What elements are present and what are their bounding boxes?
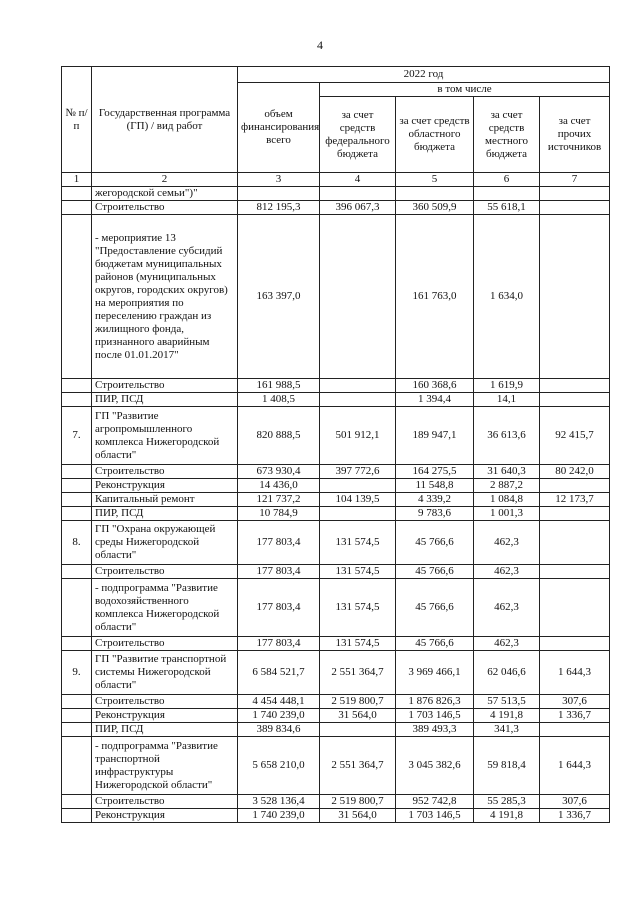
row-regional bbox=[396, 187, 474, 201]
row-number bbox=[62, 379, 92, 393]
row-other bbox=[540, 565, 610, 579]
row-total: 5 658 210,0 bbox=[238, 737, 320, 795]
row-number bbox=[62, 695, 92, 709]
table-row bbox=[62, 479, 610, 493]
row-other bbox=[540, 507, 610, 521]
row-other: 307,6 bbox=[540, 795, 610, 809]
table-row bbox=[62, 737, 610, 795]
row-local: 462,3 bbox=[474, 565, 540, 579]
row-federal: 396 067,3 bbox=[320, 201, 396, 215]
row-number bbox=[62, 737, 92, 795]
row-federal bbox=[320, 723, 396, 737]
row-local: 1 001,3 bbox=[474, 507, 540, 521]
row-name: Строительство bbox=[92, 637, 238, 651]
table-row bbox=[62, 201, 610, 215]
row-total: 1 740 239,0 bbox=[238, 809, 320, 823]
row-name: ГП "Развитие транспортной системы Нижегородской области" bbox=[92, 651, 238, 695]
row-number bbox=[62, 795, 92, 809]
row-regional: 1 703 146,5 bbox=[396, 809, 474, 823]
row-name: - подпрограмма "Развитие водохозяйственного комплекса Нижегородской области" bbox=[92, 579, 238, 637]
row-number bbox=[62, 809, 92, 823]
row-number bbox=[62, 187, 92, 201]
header-local: за счет средств местного бюджета bbox=[474, 97, 540, 173]
row-other bbox=[540, 579, 610, 637]
table-row bbox=[62, 379, 610, 393]
row-total: 177 803,4 bbox=[238, 521, 320, 565]
row-other bbox=[540, 479, 610, 493]
row-federal bbox=[320, 507, 396, 521]
row-regional: 45 766,6 bbox=[396, 565, 474, 579]
header-colnum: 2 bbox=[92, 173, 238, 187]
row-local: 14,1 bbox=[474, 393, 540, 407]
row-local: 55 618,1 bbox=[474, 201, 540, 215]
row-federal: 397 772,6 bbox=[320, 465, 396, 479]
row-local: 4 191,8 bbox=[474, 709, 540, 723]
table-row bbox=[62, 795, 610, 809]
header-colnum: 7 bbox=[540, 173, 610, 187]
row-total: 163 397,0 bbox=[238, 215, 320, 379]
row-federal bbox=[320, 393, 396, 407]
budget-table bbox=[61, 66, 610, 823]
row-total: 14 436,0 bbox=[238, 479, 320, 493]
row-local: 462,3 bbox=[474, 637, 540, 651]
row-name: Строительство bbox=[92, 379, 238, 393]
table-row bbox=[62, 187, 610, 201]
header-colnum: 1 bbox=[62, 173, 92, 187]
header-including: в том числе bbox=[320, 83, 610, 97]
row-federal bbox=[320, 379, 396, 393]
table-row bbox=[62, 215, 610, 379]
row-total: 177 803,4 bbox=[238, 637, 320, 651]
row-number: 8. bbox=[62, 521, 92, 565]
row-name: Строительство bbox=[92, 201, 238, 215]
row-regional: 9 783,6 bbox=[396, 507, 474, 521]
row-name: - подпрограмма "Развитие транспортной инфраструктуры Нижегородской области" bbox=[92, 737, 238, 795]
header-colnum: 3 bbox=[238, 173, 320, 187]
row-total: 177 803,4 bbox=[238, 579, 320, 637]
row-federal: 104 139,5 bbox=[320, 493, 396, 507]
header-year: 2022 год bbox=[238, 67, 610, 83]
row-other: 1 336,7 bbox=[540, 709, 610, 723]
row-local: 36 613,6 bbox=[474, 407, 540, 465]
row-total: 10 784,9 bbox=[238, 507, 320, 521]
row-other: 12 173,7 bbox=[540, 493, 610, 507]
row-local: 462,3 bbox=[474, 579, 540, 637]
row-total: 177 803,4 bbox=[238, 565, 320, 579]
row-federal: 2 519 800,7 bbox=[320, 695, 396, 709]
table-row bbox=[62, 393, 610, 407]
row-name: жегородской семьи")" bbox=[92, 187, 238, 201]
row-regional: 11 548,8 bbox=[396, 479, 474, 493]
row-name: ПИР, ПСД bbox=[92, 723, 238, 737]
row-name: ГП "Охрана окружающей среды Нижегородской области" bbox=[92, 521, 238, 565]
row-name: Строительство bbox=[92, 565, 238, 579]
row-other: 1 336,7 bbox=[540, 809, 610, 823]
row-other bbox=[540, 215, 610, 379]
row-name: Строительство bbox=[92, 695, 238, 709]
row-other: 1 644,3 bbox=[540, 651, 610, 695]
page-number: 4 bbox=[317, 38, 323, 52]
row-federal: 131 574,5 bbox=[320, 565, 396, 579]
row-federal: 31 564,0 bbox=[320, 809, 396, 823]
row-total: 3 528 136,4 bbox=[238, 795, 320, 809]
row-regional: 1 703 146,5 bbox=[396, 709, 474, 723]
row-total: 121 737,2 bbox=[238, 493, 320, 507]
row-name: Строительство bbox=[92, 465, 238, 479]
row-other bbox=[540, 723, 610, 737]
row-federal bbox=[320, 479, 396, 493]
row-other: 80 242,0 bbox=[540, 465, 610, 479]
row-regional: 160 368,6 bbox=[396, 379, 474, 393]
row-name: - мероприятие 13 "Предоставление субсидий бюджетам муниципальных районов (муниципальных округов, городских округов) на мероприятия по переселению граждан из жилищного фонда, признанного аварийным после 01.01.2017" bbox=[92, 215, 238, 379]
row-number bbox=[62, 565, 92, 579]
row-federal: 2 551 364,7 bbox=[320, 737, 396, 795]
table-row bbox=[62, 521, 610, 565]
table-row bbox=[62, 565, 610, 579]
row-total: 6 584 521,7 bbox=[238, 651, 320, 695]
table-row bbox=[62, 695, 610, 709]
row-number: 9. bbox=[62, 651, 92, 695]
row-other: 92 415,7 bbox=[540, 407, 610, 465]
header-total: объем финансирования всего bbox=[238, 83, 320, 173]
row-number bbox=[62, 493, 92, 507]
row-local: 1 619,9 bbox=[474, 379, 540, 393]
row-local: 57 513,5 bbox=[474, 695, 540, 709]
row-regional: 45 766,6 bbox=[396, 637, 474, 651]
row-total: 4 454 448,1 bbox=[238, 695, 320, 709]
row-number: 7. bbox=[62, 407, 92, 465]
row-number bbox=[62, 215, 92, 379]
row-regional: 3 969 466,1 bbox=[396, 651, 474, 695]
row-other: 1 644,3 bbox=[540, 737, 610, 795]
table-row bbox=[62, 637, 610, 651]
row-federal: 2 519 800,7 bbox=[320, 795, 396, 809]
row-name: Реконструкция bbox=[92, 479, 238, 493]
row-number bbox=[62, 393, 92, 407]
row-local: 62 046,6 bbox=[474, 651, 540, 695]
row-total: 820 888,5 bbox=[238, 407, 320, 465]
table-row bbox=[62, 579, 610, 637]
row-total bbox=[238, 187, 320, 201]
row-regional: 45 766,6 bbox=[396, 579, 474, 637]
table-row bbox=[62, 507, 610, 521]
row-local: 31 640,3 bbox=[474, 465, 540, 479]
row-name: Строительство bbox=[92, 795, 238, 809]
header-federal: за счет средств федерального бюджета bbox=[320, 97, 396, 173]
row-regional: 45 766,6 bbox=[396, 521, 474, 565]
row-regional: 1 876 826,3 bbox=[396, 695, 474, 709]
row-regional: 189 947,1 bbox=[396, 407, 474, 465]
row-federal: 501 912,1 bbox=[320, 407, 396, 465]
row-number bbox=[62, 507, 92, 521]
row-number bbox=[62, 201, 92, 215]
row-number bbox=[62, 479, 92, 493]
table-row bbox=[62, 723, 610, 737]
row-number bbox=[62, 723, 92, 737]
row-local: 55 285,3 bbox=[474, 795, 540, 809]
row-local: 4 191,8 bbox=[474, 809, 540, 823]
header-regional: за счет средств областного бюджета bbox=[396, 97, 474, 173]
row-regional: 3 045 382,6 bbox=[396, 737, 474, 795]
row-regional: 389 493,3 bbox=[396, 723, 474, 737]
row-federal bbox=[320, 187, 396, 201]
row-regional: 1 394,4 bbox=[396, 393, 474, 407]
row-total: 1 740 239,0 bbox=[238, 709, 320, 723]
row-regional: 360 509,9 bbox=[396, 201, 474, 215]
header-colnum: 4 bbox=[320, 173, 396, 187]
row-federal: 131 574,5 bbox=[320, 637, 396, 651]
table-row bbox=[62, 809, 610, 823]
table-row bbox=[62, 465, 610, 479]
row-total: 161 988,5 bbox=[238, 379, 320, 393]
table-row bbox=[62, 709, 610, 723]
row-name: Реконструкция bbox=[92, 809, 238, 823]
row-other bbox=[540, 187, 610, 201]
row-total: 673 930,4 bbox=[238, 465, 320, 479]
row-total: 389 834,6 bbox=[238, 723, 320, 737]
row-other: 307,6 bbox=[540, 695, 610, 709]
row-federal: 131 574,5 bbox=[320, 521, 396, 565]
header-colnum: 5 bbox=[396, 173, 474, 187]
row-number bbox=[62, 465, 92, 479]
row-name: ПИР, ПСД bbox=[92, 507, 238, 521]
row-other bbox=[540, 379, 610, 393]
row-other bbox=[540, 201, 610, 215]
header-other: за счет прочих источников bbox=[540, 97, 610, 173]
row-name: ПИР, ПСД bbox=[92, 393, 238, 407]
row-total: 1 408,5 bbox=[238, 393, 320, 407]
row-number bbox=[62, 637, 92, 651]
header-no: № п/п bbox=[62, 67, 92, 173]
row-federal: 2 551 364,7 bbox=[320, 651, 396, 695]
table-row bbox=[62, 407, 610, 465]
row-local: 462,3 bbox=[474, 521, 540, 565]
row-regional: 952 742,8 bbox=[396, 795, 474, 809]
header-program: Государственная программа (ГП) / вид работ bbox=[92, 67, 238, 173]
row-local: 2 887,2 bbox=[474, 479, 540, 493]
row-regional: 4 339,2 bbox=[396, 493, 474, 507]
row-federal: 131 574,5 bbox=[320, 579, 396, 637]
row-other bbox=[540, 637, 610, 651]
row-total: 812 195,3 bbox=[238, 201, 320, 215]
row-number bbox=[62, 709, 92, 723]
row-local bbox=[474, 187, 540, 201]
row-other bbox=[540, 393, 610, 407]
row-local: 1 634,0 bbox=[474, 215, 540, 379]
row-name: ГП "Развитие агропромышленного комплекса Нижегородской области" bbox=[92, 407, 238, 465]
row-regional: 164 275,5 bbox=[396, 465, 474, 479]
table-body bbox=[62, 187, 610, 823]
row-other bbox=[540, 521, 610, 565]
row-name: Капитальный ремонт bbox=[92, 493, 238, 507]
table-row bbox=[62, 493, 610, 507]
table-row bbox=[62, 651, 610, 695]
row-regional: 161 763,0 bbox=[396, 215, 474, 379]
row-number bbox=[62, 579, 92, 637]
row-local: 341,3 bbox=[474, 723, 540, 737]
row-name: Реконструкция bbox=[92, 709, 238, 723]
row-local: 59 818,4 bbox=[474, 737, 540, 795]
header-colnum: 6 bbox=[474, 173, 540, 187]
row-federal: 31 564,0 bbox=[320, 709, 396, 723]
row-local: 1 084,8 bbox=[474, 493, 540, 507]
row-federal bbox=[320, 215, 396, 379]
